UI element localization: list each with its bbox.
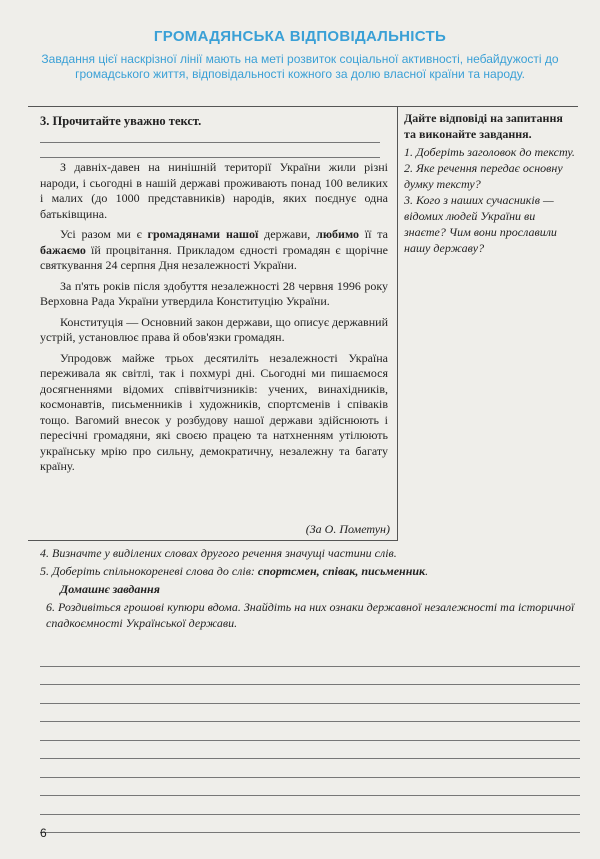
section-title: ГРОМАДЯНСЬКА ВІДПОВІДАЛЬНІСТЬ (153, 28, 447, 45)
paragraph-1: З давніх-давен на нинішній території України жили різні народи, і сьогодні в нашій державі проживають понад 100 великих і малих (до 1000 представників) народів, яких поєднує одна батьківщина. (40, 160, 388, 221)
answer-lines (40, 648, 580, 833)
answer-line[interactable] (40, 704, 580, 723)
paragraph-3: За п'ять років після здобуття незалежності 28 червня 1996 року Верховна Рада України утвердила Конституцію України. (40, 278, 388, 308)
frame-top-line (28, 106, 578, 107)
text-author: (За О. Пометун) (305, 522, 390, 536)
bottom-tasks (40, 545, 580, 633)
task-3-heading: 3. Прочитайте уважно текст. (40, 114, 202, 128)
title-answer-line[interactable] (40, 142, 380, 143)
answer-line[interactable] (40, 759, 580, 778)
answer-line[interactable] (40, 741, 580, 760)
task-6: 6. Роздивіться грошові купюри вдома. Знайдіть на них ознаки державної незалежності та історичної спадкоємності Української держави. (46, 600, 575, 630)
question-1: 1. Доберіть заголовок до тексту. (404, 145, 575, 159)
questions-column (404, 110, 576, 256)
answer-line[interactable] (40, 667, 580, 686)
answer-line[interactable] (40, 722, 580, 741)
question-3: 3. Кого з наших сучасників — відомих людей України ви знаєте? Чим вони прославили нашу державу? (404, 193, 557, 255)
paragraph-4: Конституція — Основний закон держави, що описує державний устрій, установлює права й обов'язки громадян. (40, 314, 388, 344)
frame-bottom-line (28, 540, 398, 541)
page-number: 6 (40, 826, 47, 840)
answer-line[interactable] (40, 815, 580, 834)
answer-line[interactable] (40, 685, 580, 704)
section-description: Завдання цієї наскрізної лінії мають на меті розвиток соціальної активності, небайдужості до громадського життя, відповідальності кожного за долю власної країни та народу. (41, 52, 559, 81)
title-answer-line[interactable] (40, 157, 380, 158)
answer-line[interactable] (40, 648, 580, 667)
question-2: 2. Яке речення передає основну думку тексту? (404, 161, 563, 191)
task-4: 4. Визначте у виділених словах другого речення значущі частини слів. (40, 546, 397, 560)
answer-line[interactable] (40, 796, 580, 815)
task-5: 5. Доберіть спільнокореневі слова до слів: спортсмен, співак, письменник. (40, 564, 429, 578)
questions-heading: Дайте відповіді на запитання та виконайте завдання. (404, 111, 563, 141)
frame-divider (397, 106, 398, 540)
answer-line[interactable] (40, 778, 580, 797)
paragraph-2: Усі разом ми є громадянами нашої держави, любимо її та бажаємо їй процвітання. Прикладом єдності громадян є щорічне святкування 24 серпня Дня незалежності України. (40, 227, 389, 272)
reading-text (40, 160, 388, 480)
paragraph-5: Упродовж майже трьох десятиліть незалежності Україна переживала як світлі, так і похмурі дні. Сьогодні ми пишаємося досягненнями відомих співвітчизників: учених, винахідників, космонавтів, письменників і художників, спортсменів і співаків тощо. Вагомий внесок у розбудову нашої держави здійснюють і пересічні громадяни, які своєю працею та натхненням утілюють українську мрію про сильну, демократичну, незалежну та багату країну. (40, 350, 388, 473)
homework-heading: Домашнє завдання (60, 582, 160, 596)
